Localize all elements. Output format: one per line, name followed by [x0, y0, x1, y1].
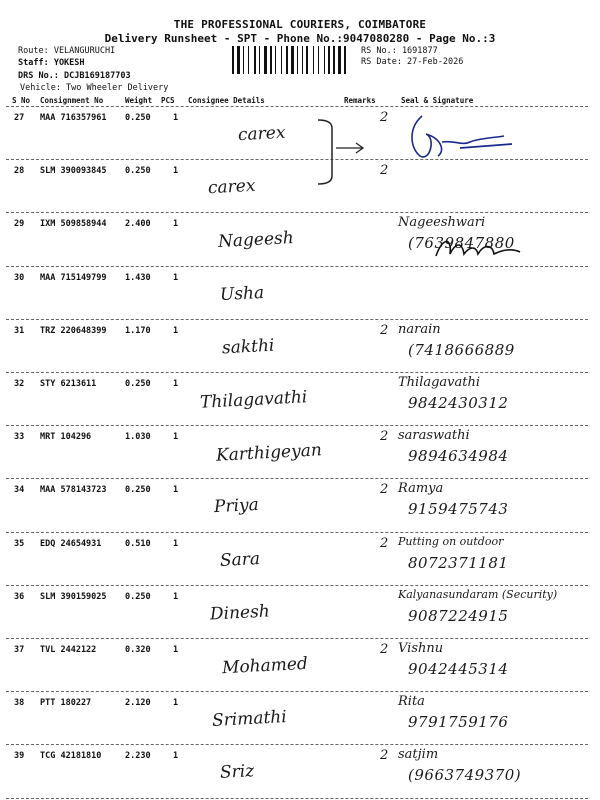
barcode-bar [328, 46, 330, 74]
row-seal-phone-handwriting: 9791759176 [408, 713, 509, 732]
barcode-bar [344, 46, 346, 74]
row-seal-name-handwriting: Rita [398, 694, 425, 710]
bracket-arrow-mark [314, 118, 374, 188]
vehicle-label: Vehicle: Two Wheeler Delivery [20, 83, 169, 93]
row-seal-phone-handwriting: (7639847880 [408, 234, 515, 253]
row-pcs: 1 [173, 166, 179, 177]
row-consignment-no: PTT 180227 [40, 698, 92, 709]
row-consignment-no: MRT 104296 [40, 432, 92, 443]
row-pcs: 1 [173, 645, 179, 655]
row-seal-phone-handwriting: 9842430312 [408, 394, 509, 412]
row-consignee-handwriting: Sara [219, 548, 261, 571]
column-header-consignee: Consignee Details [188, 96, 265, 105]
row-consignment-no: MAA 716357961 [40, 113, 107, 123]
row-pcs: 1 [173, 591, 179, 602]
column-header-seal: Seal & Signature [401, 96, 474, 105]
barcode-bar [333, 46, 335, 74]
row-weight: 2.120 [125, 698, 151, 709]
row-sno: 33 [14, 432, 25, 443]
row-consignee-handwriting: Srimathi [211, 707, 288, 732]
row-pcs: 1 [173, 325, 179, 336]
row-weight: 1.030 [125, 432, 151, 443]
row-consignment-no: IXM 509858944 [40, 219, 107, 230]
barcode-bar [237, 46, 240, 74]
rs-number: RS No.: 1691877 [361, 46, 438, 56]
row-consignee-handwriting: Usha [219, 282, 265, 305]
row-pcs: 1 [173, 751, 179, 762]
row-seal-phone-handwriting: (9663749370) [408, 766, 522, 785]
column-header-weight: Weight [125, 96, 153, 105]
row-consignee-handwriting: Karthigeyan [215, 440, 323, 466]
row-remark-handwriting: 2 [380, 322, 389, 338]
barcode-bar [291, 46, 294, 74]
barcode-bar [306, 46, 308, 74]
row-consignee-handwriting: sakthi [221, 335, 275, 359]
barcode-bar [270, 46, 272, 74]
column-header-sno: S No [12, 96, 31, 105]
row-remark-handwriting: 2 [380, 163, 389, 179]
rs-info [361, 46, 463, 68]
row-pcs: 1 [173, 219, 179, 230]
row-consignment-no: MAA 578143723 [40, 485, 107, 496]
row-consignee-handwriting: carex [207, 175, 256, 199]
row-remark-handwriting: 2 [380, 482, 389, 498]
row-pcs: 1 [173, 272, 179, 283]
barcode-bar [248, 46, 249, 74]
rs-date: RS Date: 27-Feb-2026 [361, 57, 464, 67]
barcode-bar [297, 46, 298, 74]
barcode-bar [338, 46, 341, 74]
row-sno: 31 [14, 325, 25, 336]
row-weight: 2.230 [125, 751, 151, 762]
row-seal-name-handwriting: narain [398, 321, 441, 337]
barcode-bar [264, 46, 267, 74]
row-weight: 0.250 [125, 591, 151, 602]
row-sno: 29 [14, 219, 25, 230]
table-row [0, 373, 600, 426]
row-pcs: 1 [173, 485, 179, 496]
row-pcs: 1 [173, 379, 179, 389]
table-row [0, 320, 600, 373]
row-seal-phone-handwriting: (7418666889 [408, 340, 515, 359]
barcode-bar [254, 46, 256, 74]
row-seal-phone-handwriting: 9087224915 [408, 606, 509, 625]
barcode-bar [259, 46, 260, 74]
barcode [232, 46, 354, 74]
row-consignment-no: EDQ 24654931 [40, 538, 102, 549]
drs-label: DRS No.: DCJB169187703 [18, 71, 131, 81]
table-row [0, 692, 600, 745]
row-consignee-handwriting: Sriz [219, 761, 255, 784]
table-row [0, 479, 600, 532]
table-row [0, 586, 600, 639]
barcode-bar [286, 46, 288, 74]
row-consignment-no: TVL 2442122 [40, 645, 97, 655]
row-pcs: 1 [173, 432, 179, 443]
row-sno: 36 [14, 591, 25, 602]
row-remark-handwriting: 2 [380, 429, 389, 445]
row-consignee-handwriting: Thilagavathi [199, 387, 308, 413]
company-title: THE PROFESSIONAL COURIERS, COIMBATORE [173, 18, 427, 31]
signature-scribble-row-30 [432, 232, 522, 264]
row-seal-name-handwriting: Ramya [398, 481, 444, 497]
row-consignee-handwriting: Mohamed [221, 653, 309, 679]
column-header-consignment: Consignment No [40, 96, 104, 105]
row-seal-name-handwriting: Nageeshwari [398, 215, 486, 231]
table-row [0, 160, 600, 213]
row-weight: 2.400 [125, 219, 151, 230]
barcode-bar [302, 46, 303, 74]
row-sno: 32 [14, 379, 25, 389]
row-consignment-no: STY 6213611 [40, 379, 97, 389]
row-weight: 0.510 [125, 538, 151, 549]
column-header-remarks: Remarks [344, 96, 376, 105]
barcode-bar [281, 46, 282, 74]
row-pcs: 1 [173, 113, 179, 123]
row-remark-handwriting: 2 [380, 748, 389, 764]
table-row [0, 426, 600, 479]
row-weight: 1.170 [125, 325, 151, 336]
runsheet-title: Delivery Runsheet - SPT - Phone No.:9047080280 - Page No.:3 [104, 32, 496, 45]
row-consignment-no: SLM 390159025 [40, 591, 107, 602]
barcode-bar [324, 46, 325, 74]
row-sno: 37 [14, 645, 25, 655]
row-pcs: 1 [173, 698, 179, 709]
row-weight: 0.250 [125, 379, 151, 389]
row-pcs: 1 [173, 538, 179, 549]
barcode-bar [243, 46, 244, 74]
barcode-bar [313, 46, 314, 74]
row-consignee-handwriting: Priya [213, 495, 260, 518]
row-seal-name-handwriting: satjim [398, 747, 439, 763]
barcode-bar [275, 46, 276, 74]
row-seal-phone-handwriting: 8072371181 [408, 553, 509, 572]
row-consignment-no: SLM 390093845 [40, 166, 107, 177]
row-consignee-handwriting: Dinesh [209, 601, 271, 625]
row-seal-phone-handwriting: 9159475743 [408, 500, 509, 519]
row-sno: 39 [14, 751, 25, 762]
row-sno: 38 [14, 698, 25, 709]
row-seal-name-handwriting: saraswathi [398, 428, 470, 444]
row-divider [6, 798, 588, 799]
barcode-bar [232, 46, 234, 74]
row-seal-name-handwriting: Putting on outdoor [398, 534, 504, 548]
row-sno: 34 [14, 485, 25, 496]
table-row [0, 533, 600, 586]
row-seal-phone-handwriting: 9894634984 [408, 447, 509, 466]
row-weight: 0.250 [125, 485, 151, 496]
row-consignment-no: TRZ 220648399 [40, 325, 107, 336]
table-row [0, 267, 600, 320]
row-remark-handwriting: 2 [380, 110, 389, 125]
row-sno: 30 [14, 272, 25, 283]
row-consignee-handwriting: Nageesh [217, 228, 295, 253]
route-label: Route: VELANGURUCHI [18, 46, 116, 56]
row-remark-handwriting: 2 [380, 642, 389, 657]
row-seal-name-handwriting: Kalyanasundaram (Security) [398, 587, 558, 601]
row-weight: 0.250 [125, 113, 151, 123]
signature-scribble [400, 108, 520, 168]
row-weight: 1.430 [125, 272, 151, 283]
row-remark-handwriting: 2 [380, 535, 389, 551]
row-sno: 28 [14, 166, 25, 177]
table-row [0, 639, 600, 692]
row-seal-name-handwriting: Thilagavathi [398, 375, 481, 390]
barcode-bar [318, 46, 319, 74]
row-seal-phone-handwriting: 9042445314 [408, 660, 509, 678]
row-weight: 0.320 [125, 645, 151, 655]
row-consignment-no: MAA 715149799 [40, 272, 107, 283]
row-sno: 27 [14, 113, 25, 123]
table-row [0, 745, 600, 798]
row-consignee-handwriting: carex [237, 122, 286, 146]
row-seal-name-handwriting: Vishnu [398, 641, 444, 656]
column-header-pcs: PCS [161, 96, 175, 105]
row-weight: 0.250 [125, 166, 151, 177]
row-consignment-no: TCG 42181810 [40, 751, 102, 762]
staff-label: Staff: YOKESH [18, 58, 85, 68]
row-sno: 35 [14, 538, 25, 549]
